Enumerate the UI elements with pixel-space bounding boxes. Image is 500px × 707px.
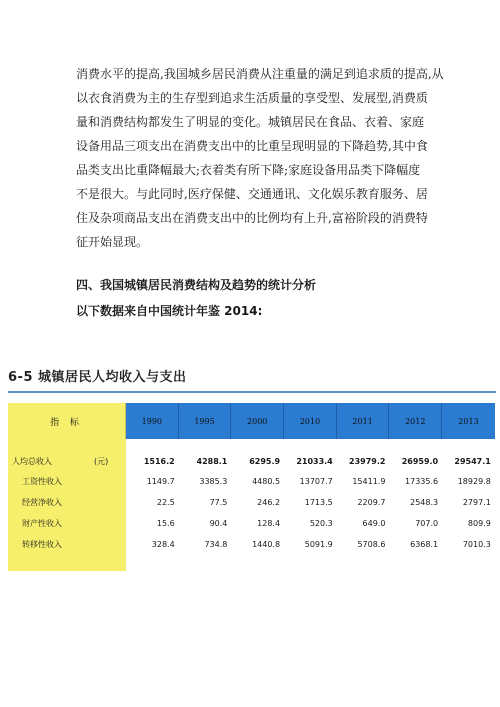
row-label-text: 财产性收入 [22, 518, 62, 528]
table-cell: 2548.3 [410, 497, 439, 507]
table-body [8, 439, 495, 571]
paragraph-line: 品类支出比重降幅最大;衣着类有所下降;家庭设备用品类下降幅度 [76, 163, 421, 177]
table-cell: 13707.7 [299, 476, 333, 486]
table-cell: 4480.5 [252, 476, 281, 486]
table-cell: 26959.0 [401, 456, 439, 466]
row-unit: (元) [94, 456, 109, 466]
paragraph-line: 设备用品三项支出在消费支出中的比重呈现明显的下降趋势,其中食 [76, 139, 428, 153]
table-cell: 77.5 [209, 497, 228, 507]
table-cell: 1149.7 [146, 476, 175, 486]
table-cell: 22.5 [156, 497, 175, 507]
table-cell: 90.4 [209, 518, 228, 528]
header-year: 2013 [458, 416, 479, 426]
table-row [8, 513, 495, 533]
table-cell: 5091.9 [304, 539, 333, 549]
paragraph-line: 以衣食消费为主的生存型到追求生活质量的享受型、发展型,消费质 [76, 91, 428, 105]
paragraph-line: 不是很大。与此同时,医疗保健、交通通讯、文化娱乐教育服务、居 [76, 187, 428, 201]
table-row [8, 492, 495, 512]
table-cell: 21033.4 [296, 456, 333, 466]
header-year: 1990 [126, 403, 179, 439]
table-row [8, 534, 495, 554]
table-row [8, 451, 495, 471]
section-heading: 四、我国城镇居民消费结构及趋势的统计分析 [76, 278, 317, 292]
paragraph-line: 征开始显现。 [76, 235, 149, 249]
table-cell: 18929.8 [457, 476, 491, 486]
header-year: 2000 [231, 403, 284, 439]
body-paragraph [76, 62, 444, 254]
row-label-text: 工资性收入 [22, 476, 62, 486]
row-label-text: 经营净收入 [22, 497, 62, 507]
header-indicator: 指 标 [8, 403, 126, 439]
table-cell: 6295.9 [249, 456, 281, 466]
row-label [8, 518, 126, 529]
table-cell: 128.4 [257, 518, 281, 528]
header-year: 2010 [284, 403, 337, 439]
paragraph-line: 量和消费结构都发生了明显的变化。城镇居民在食品、衣着、家庭 [76, 115, 425, 129]
table-cell: 7010.3 [462, 539, 491, 549]
table-cell: 520.3 [309, 518, 333, 528]
row-label [8, 539, 126, 550]
header-year: 2011 [337, 403, 390, 439]
table-cell: 328.4 [151, 539, 175, 549]
row-label-text: 人均总收入 [12, 456, 52, 466]
table-row [8, 471, 495, 491]
table-cell: 6368.1 [410, 539, 439, 549]
table-header [8, 403, 495, 439]
table-cell: 15411.9 [352, 476, 386, 486]
table-cell: 1440.8 [252, 539, 281, 549]
table-cell: 2209.7 [357, 497, 386, 507]
table-cell: 2797.1 [462, 497, 491, 507]
table-cell: 649.0 [362, 518, 386, 528]
table-cell: 1516.2 [143, 456, 175, 466]
title-divider [8, 391, 496, 393]
table-cell: 29547.1 [454, 456, 491, 466]
row-label [8, 456, 126, 467]
table-cell: 1713.5 [304, 497, 333, 507]
header-year: 2012 [389, 403, 442, 439]
paragraph-line: 消费水平的提高,我国城乡居民消费从注重量的满足到追求质的提高,从 [76, 67, 444, 81]
table-cell: 17335.6 [405, 476, 439, 486]
table-cell: 15.6 [156, 518, 175, 528]
row-label-text: 转移性收入 [22, 539, 62, 549]
table-cell: 707.0 [415, 518, 439, 528]
paragraph-line: 住及杂项商品支出在消费支出中的比例均有上升,富裕阶段的消费特 [76, 211, 428, 225]
table-cell: 3385.3 [199, 476, 228, 486]
table-title: 6-5 城镇居民人均收入与支出 [8, 370, 187, 385]
table-cell: 5708.6 [357, 539, 386, 549]
row-label [8, 497, 126, 508]
table-cell: 734.8 [204, 539, 228, 549]
table-cell: 4288.1 [196, 456, 228, 466]
table-cell: 809.9 [467, 518, 491, 528]
row-label [8, 476, 126, 487]
table-cell: 246.2 [257, 497, 281, 507]
header-year: 1995 [179, 403, 232, 439]
table-cell: 23979.2 [349, 456, 386, 466]
source-note: 以下数据来自中国统计年鉴 2014: [76, 304, 263, 318]
